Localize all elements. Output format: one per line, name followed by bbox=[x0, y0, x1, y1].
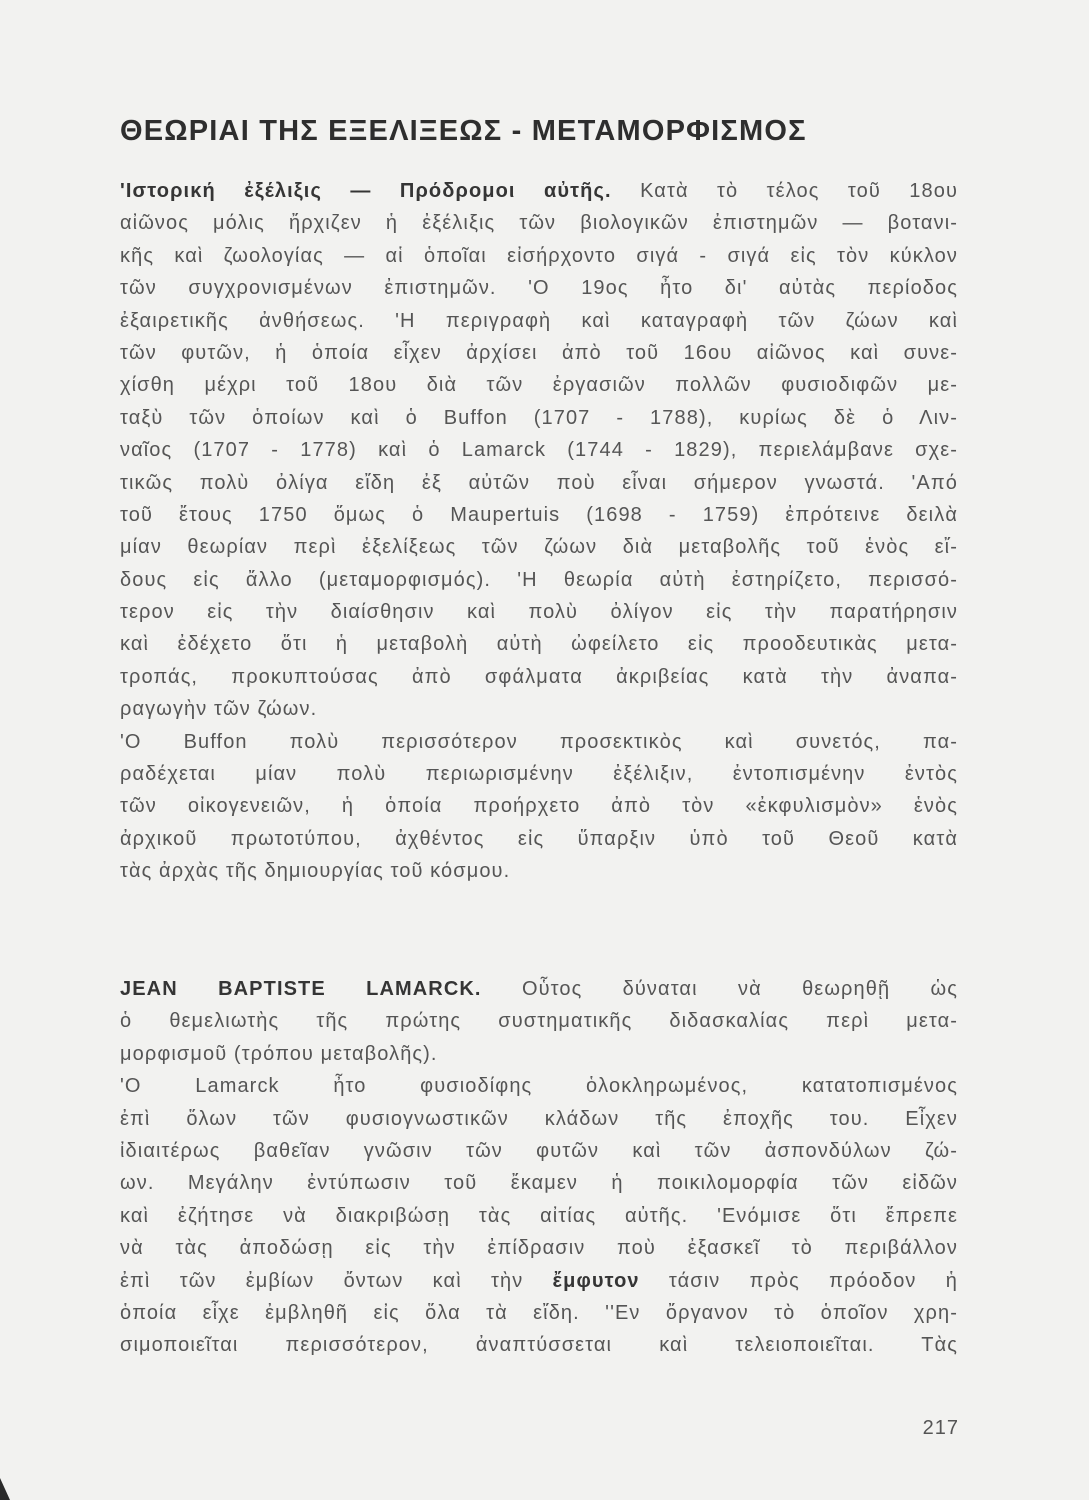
text-line: ων. Μεγάλην ἐντύπωσιν τοῦ ἔκαμεν ἡ ποικιλομορφία τῶν εἰδῶν bbox=[120, 1172, 958, 1195]
text-line: ἐπὶ τῶν ἐμβίων ὄντων καὶ τὴν ἔμφυτον τάσιν πρὸς πρόοδον ἡ bbox=[120, 1269, 958, 1292]
section-heading-history: 'Ιστορική ἐξέλιξις — Πρόδρομοι αὐτῆς. bbox=[120, 180, 612, 202]
section-history bbox=[120, 175, 958, 888]
page-title: ΘΕΩΡΙΑΙ ΤΗΣ ΕΞΕΛΙΞΕΩΣ - ΜΕΤΑΜΟΡΦΙΣΜΟΣ bbox=[120, 115, 807, 147]
text-line: κῆς καὶ ζωολογίας — αἱ ὁποῖαι εἰσήρχοντο σιγά - σιγά εἰς τὸν κύκλον bbox=[120, 244, 958, 267]
text-line: τοῦ ἔτους 1750 ὅμως ὁ Maupertuis (1698 - 1759) ἐπρότεινε δειλὰ bbox=[120, 503, 958, 526]
text-line: 'Ιστορική ἐξέλιξις — Πρόδρομοι αὐτῆς. Κατὰ τὸ τέλος τοῦ 18ου bbox=[120, 180, 958, 202]
text-line: ταξὺ τῶν ὁποίων καὶ ὁ Buffon (1707 - 1788), κυρίως δὲ ὁ Λιν- bbox=[120, 406, 958, 429]
page-number: 217 bbox=[922, 1417, 959, 1439]
text-line: καὶ ἐζήτησε νὰ διακριβώσῃ τὰς αἰτίας αὐτῆς. 'Ενόμισε ὅτι ἔπρεπε bbox=[120, 1204, 958, 1227]
text-line: ἐξαιρετικῆς ἀνθήσεως. 'Η περιγραφὴ καὶ καταγραφὴ τῶν ζώων καὶ bbox=[120, 309, 958, 332]
text-line: τροπάς, προκυπτούσας ἀπὸ σφάλματα ἀκριβείας κατὰ τὴν ἀναπα- bbox=[120, 665, 958, 688]
text-line: τερον εἰς τὴν διαίσθησιν καὶ πολὺ ὀλίγον εἰς τὴν παρατήρησιν bbox=[120, 601, 958, 624]
text-line: μορφισμοῦ (τρόπου μεταβολῆς). bbox=[120, 1042, 438, 1065]
text-line: τικῶς πολὺ ὀλίγα εἴδη ἐξ αὐτῶν ποὺ εἶναι σήμερον γνωστά. 'Από bbox=[120, 471, 958, 494]
text-line: JEAN BAPTISTE LAMARCK. Οὗτος δύναται νὰ θεωρηθῇ ὡς bbox=[120, 978, 958, 1000]
scan-edge-mark bbox=[0, 1478, 10, 1500]
text-line: χίσθη μέχρι τοῦ 18ου διὰ τῶν ἐργασιῶν πολλῶν φυσιοδιφῶν με- bbox=[120, 374, 958, 397]
text-line: τῶν οἰκογενειῶν, ἡ ὁποία προήρχετο ἀπὸ τὸν «ἐκφυλισμὸν» ἑνὸς bbox=[120, 795, 958, 818]
text-line: τῶν φυτῶν, ἡ ὁποία εἶχεν ἀρχίσει ἀπὸ τοῦ 16ου αἰῶνος καὶ συνε- bbox=[120, 341, 958, 364]
text-line: νὰ τὰς ἀποδώσῃ εἰς τὴν ἐπίδρασιν ποὺ ἐξασκεῖ τὸ περιβάλλον bbox=[120, 1237, 958, 1260]
text-line: ἰδιαιτέρως βαθεῖαν γνῶσιν τῶν φυτῶν καὶ τῶν ἀσπονδύλων ζώ- bbox=[120, 1139, 958, 1162]
text-line: 'Ο Lamarck ἦτο φυσιοδίφης ὁλοκληρωμένος, κατατοπισμένος bbox=[120, 1075, 958, 1098]
text-line: ραδέχεται μίαν πολὺ περιωρισμένην ἐξέλιξιν, ἐντοπισμένην ἐντὸς bbox=[120, 763, 958, 786]
text-line: ἀρχικοῦ πρωτοτύπου, ἀχθέντος εἰς ὕπαρξιν ὑπὸ τοῦ Θεοῦ κατὰ bbox=[120, 827, 958, 850]
text-line: σιμοποιεῖται περισσότερον, ἀναπτύσσεται καὶ τελειοποιεῖται. Τὰς bbox=[120, 1334, 958, 1357]
text-line: τὰς ἀρχὰς τῆς δημιουργίας τοῦ κόσμου. bbox=[120, 860, 511, 883]
section-heading-lamarck: JEAN BAPTISTE LAMARCK. bbox=[120, 978, 482, 1000]
text-line: ἐπὶ ὅλων τῶν φυσιογνωστικῶν κλάδων τῆς ἐποχῆς του. Εἶχεν bbox=[120, 1107, 958, 1130]
text-line: καὶ ἐδέχετο ὅτι ἡ μεταβολὴ αὐτὴ ὠφείλετο εἰς προοδευτικὰς μετα- bbox=[120, 633, 958, 656]
text-line: δους εἰς ἄλλο (μεταμορφισμός). 'Η θεωρία αὐτὴ ἐστηρίζετο, περισσό- bbox=[120, 568, 958, 591]
text-line: ὁ θεμελιωτὴς τῆς πρώτης συστηματικῆς διδασκαλίας περὶ μετα- bbox=[120, 1010, 958, 1033]
text-line: ναῖος (1707 - 1778) καὶ ὁ Lamarck (1744 - 1829), περιελάμβανε σχε- bbox=[120, 439, 958, 462]
text-line: 'Ο Buffon πολὺ περισσότερον προσεκτικὸς καὶ συνετός, πα- bbox=[120, 730, 958, 753]
text-line: μίαν θεωρίαν περὶ ἐξελίξεως τῶν ζώων διὰ μεταβολῆς τοῦ ἑνὸς εἴ- bbox=[120, 536, 958, 559]
emphasis-term: ἔμφυτον bbox=[552, 1269, 640, 1292]
text-line: αἰῶνος μόλις ἤρχιζεν ἡ ἐξέλιξις τῶν βιολογικῶν ἐπιστημῶν — βοτανι- bbox=[120, 212, 958, 235]
text-line: ραγωγὴν τῶν ζώων. bbox=[120, 698, 318, 721]
section-lamarck bbox=[120, 973, 958, 1362]
text-line: ὁποία εἶχε ἐμβληθῆ εἰς ὅλα τὰ εἴδη. ''Εν ὄργανον τὸ ὁποῖον χρη- bbox=[120, 1301, 958, 1324]
text-line: τῶν συγχρονισμένων ἐπιστημῶν. 'Ο 19ος ἦτο δι' αὐτὰς περίοδος bbox=[120, 277, 958, 300]
